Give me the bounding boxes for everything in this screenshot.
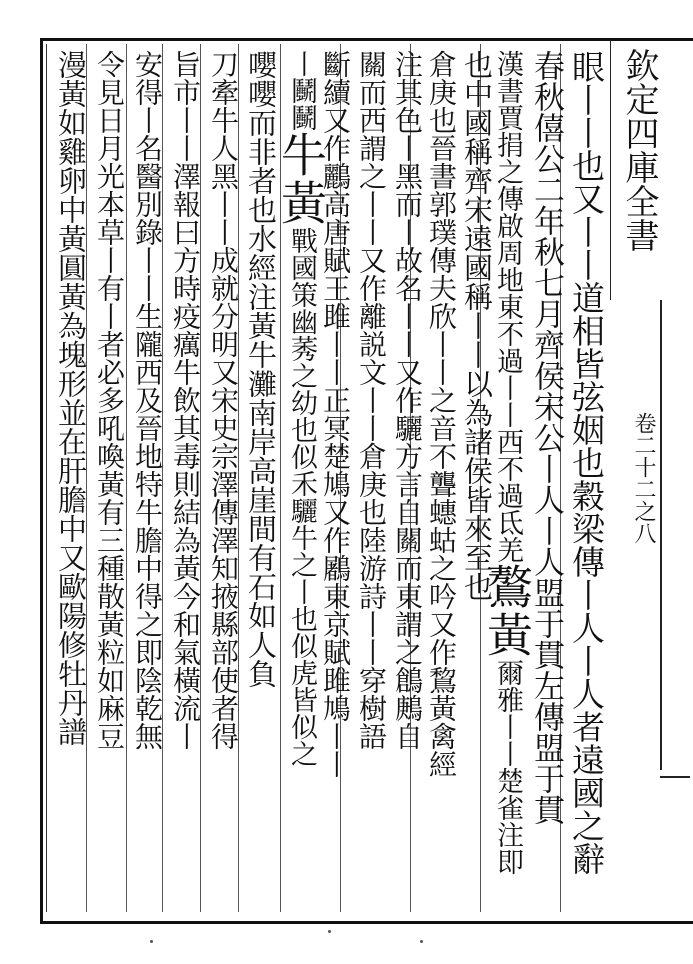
- text-column: 眼丨丨也又丨丨道相皆弦姻也穀梁傳丨人丨人者遠國之辭: [567, 50, 606, 875]
- scan-speck: [150, 940, 153, 943]
- scan-speck: [420, 940, 423, 943]
- text-column: 關而西謂之丨丨又作離説文丨丨倉庚也陸游詩丨丨穿樹語: [355, 50, 388, 750]
- volume-label: 卷二十二之八: [631, 412, 656, 544]
- column-rule: [126, 44, 127, 912]
- text-column: 注其色丨黑而丨故名丨丨又作驪方言自關而東謂之鶬鶊自: [391, 50, 424, 750]
- text-column: 倉庚也晉書郭璞傳夫欣丨丨之音不聾蟪蛄之吟又作鵹黃禽經: [425, 50, 458, 778]
- text-column: 漢書賈捐之傳啟周地東不過丨丨西不過氐羌鷔黃爾雅丨丨楚雀注即: [480, 50, 534, 875]
- fold-tick: [660, 776, 690, 778]
- text-column: 刀牽牛人黑丨丨成就分明又宋史宗澤傳澤知掖縣部使者得: [207, 50, 240, 750]
- text-column: 安得丨名醫別錄丨丨生隴西及晉地特牛膽中得之即陰乾無: [131, 50, 164, 750]
- text-column: 丨鬭鬭牛黃戰國策幽莠之幼也似禾驪牛之丨也似虎皆似之: [274, 50, 328, 767]
- text-column: 也中國稱齊宋遠國稱丨丨以為諸侯皆來至也: [460, 50, 494, 601]
- inner-frame-line: [46, 44, 47, 912]
- text-column: 嚶嚶而非者也水經注黃牛灘南岸高崖間有石如人負: [244, 50, 278, 688]
- text-column: 令見日月光本草丨有丨者必多吼喚黃有三種散黃粒如麻豆: [93, 50, 126, 750]
- text-column: 春秋僖公二年秋七月齊侯宋公丨人丨人盟于貫左傳盟于貫: [528, 50, 564, 825]
- text-column: 旨市丨丨澤報曰方時疫癘牛飲其毒則結為黃今和氣橫流丨: [169, 50, 202, 750]
- fold-mark: [660, 300, 692, 770]
- text-column: 斷續又作鸝高唐賦王雎丨丨正冥楚鳩又作鷵東京賦雎鳩丨丨: [319, 50, 352, 778]
- text-column: 漫黃如雞卵中黃圓黃為塊形並在肝膽中又歐陽修牡丹譜: [54, 50, 88, 746]
- headword: 牛黃: [274, 131, 328, 227]
- scan-speck: [328, 930, 331, 933]
- book-title: 欽定四庫全書: [619, 48, 659, 252]
- headword: 鷔黃: [480, 563, 534, 659]
